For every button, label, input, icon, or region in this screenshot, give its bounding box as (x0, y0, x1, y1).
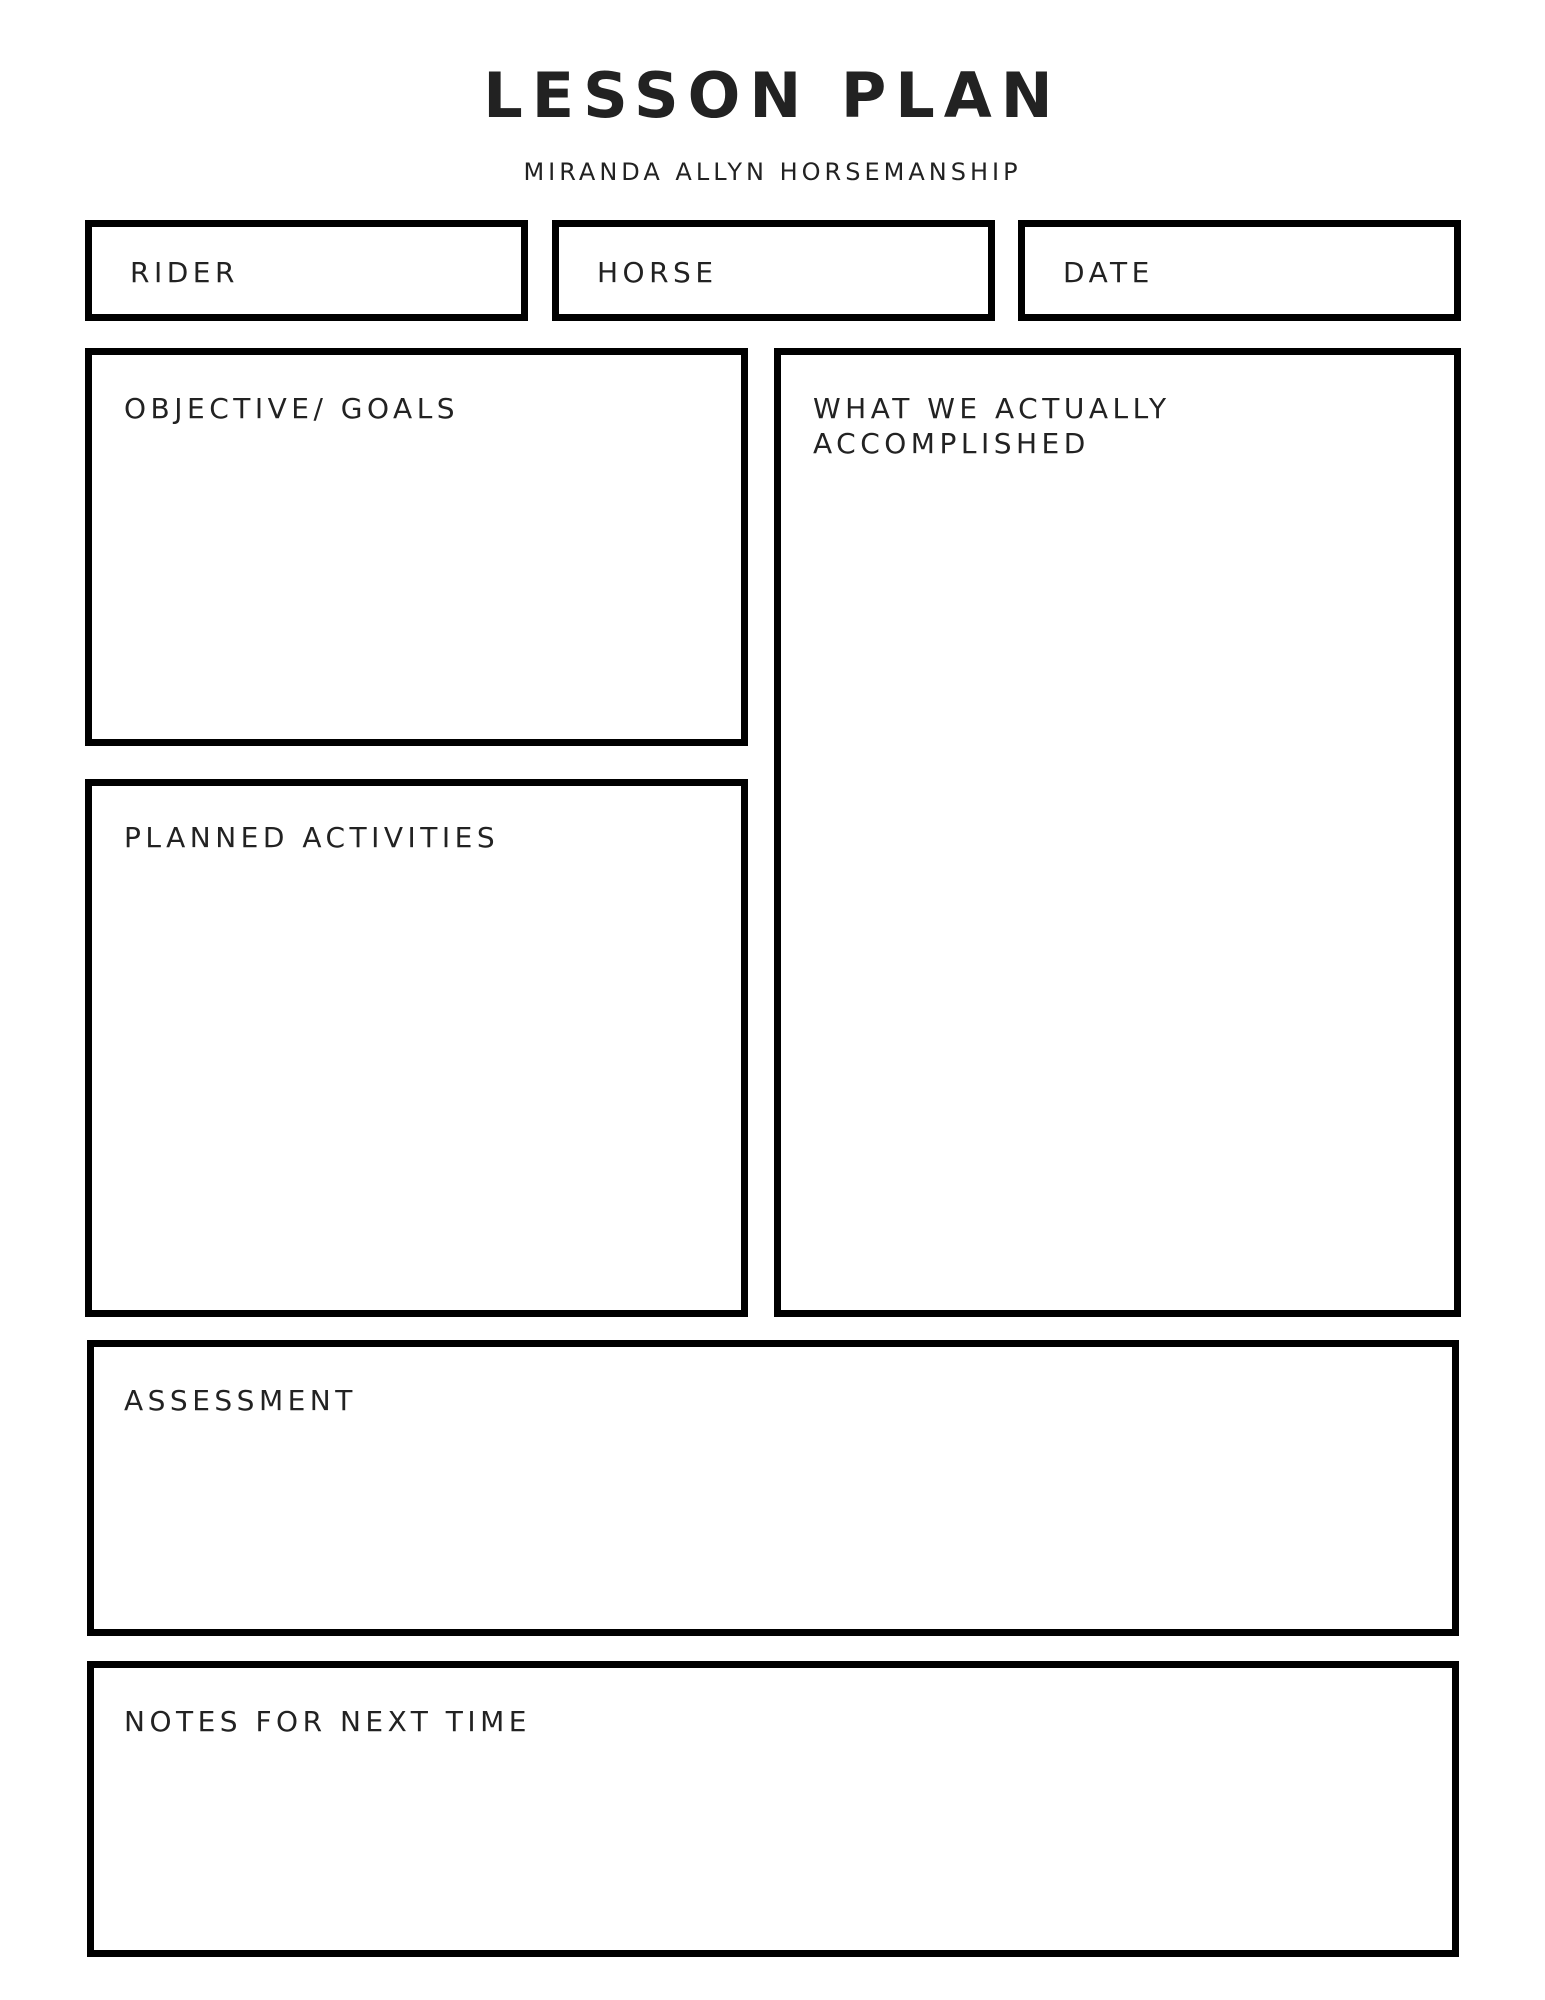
accomplished-label: WHAT WE ACTUALLY ACCOMPLISHED (813, 392, 1171, 460)
horse-label: HORSE (597, 256, 718, 289)
notes-section[interactable] (87, 1661, 1459, 1957)
planned-activities-label: PLANNED ACTIVITIES (124, 821, 500, 854)
page-subtitle: MIRANDA ALLYN HORSEMANSHIP (523, 158, 1022, 186)
date-label: DATE (1063, 256, 1154, 289)
rider-label: RIDER (130, 256, 239, 289)
objective-goals-label: OBJECTIVE/ GOALS (124, 392, 460, 425)
assessment-section[interactable] (87, 1340, 1459, 1636)
page-title: LESSON PLAN (483, 59, 1062, 132)
assessment-label: ASSESSMENT (124, 1384, 357, 1417)
rider-field[interactable] (85, 220, 528, 321)
objective-goals-section[interactable] (85, 348, 748, 746)
planned-activities-section[interactable] (85, 779, 748, 1317)
accomplished-section[interactable] (774, 348, 1461, 1317)
horse-field[interactable] (552, 220, 995, 321)
notes-label: NOTES FOR NEXT TIME (124, 1705, 531, 1738)
date-field[interactable] (1018, 220, 1461, 321)
